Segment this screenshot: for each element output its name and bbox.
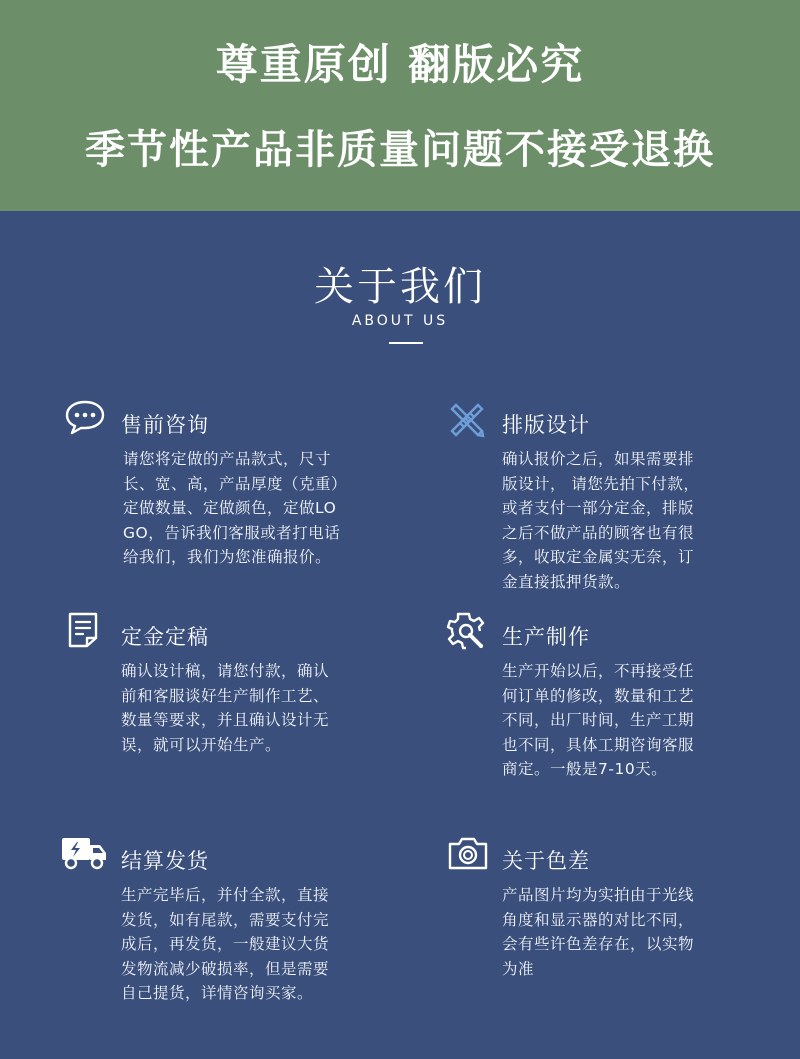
banner-return-policy: 季节性产品非质量问题不接受退换 <box>85 127 715 173</box>
text-line: 自己提货，详情咨询买家。 <box>121 984 314 1002</box>
block-text <box>123 447 383 570</box>
text-line: 何订单的修改，数量和工艺 <box>502 686 695 705</box>
title-divider <box>389 342 423 344</box>
block-title: 售前咨询 <box>121 413 209 437</box>
text-line: 前和客服谈好生产制作工艺、 <box>121 686 330 705</box>
text-line: 给我们，我们为您准确报价。 <box>123 548 332 566</box>
section-title: 关于我们 <box>314 264 486 310</box>
text-line: 角度和显示器的对比不同， <box>502 910 695 929</box>
text-line: 发货，如有尾款，需要支付完 <box>121 910 330 929</box>
text-line: 之后不做产品的顾客也有很 <box>502 523 695 542</box>
about-us-section <box>0 211 800 1059</box>
text-line: 长、宽、高，产品厚度（克重） <box>123 474 348 493</box>
text-line: 版设计， 请您先拍下付款， <box>502 474 700 493</box>
text-line: 成后，再发货，一般建议大货 <box>121 935 330 953</box>
text-line: 会有些许色差存在，以实物 <box>502 935 695 953</box>
section-subtitle: ABOUT US <box>351 313 449 329</box>
delivery-truck-icon <box>60 835 108 871</box>
block-text <box>121 883 381 1006</box>
text-line: 定做数量、定做颜色，定做LO <box>123 499 337 517</box>
text-line: 金直接抵押货款。 <box>502 572 631 591</box>
text-line: 数量等要求，并且确认设计无 <box>121 711 330 729</box>
block-text <box>502 659 747 782</box>
text-line: 确认设计稿，请您付款，确认 <box>121 662 330 680</box>
top-banner <box>0 0 800 211</box>
camera-icon <box>447 835 489 871</box>
text-line: 误，就可以开始生产。 <box>121 735 282 754</box>
block-title: 关于色差 <box>502 849 590 873</box>
text-line: 请您将定做的产品款式，尺寸 <box>123 450 332 468</box>
text-line: 也不同，具体工期咨询客服 <box>502 735 695 754</box>
block-title: 排版设计 <box>502 413 590 437</box>
text-line: 多，收取定金属实无奈，订 <box>502 548 695 566</box>
chat-bubble-icon <box>64 399 106 439</box>
block-title: 结算发货 <box>121 849 209 873</box>
text-line: 为准 <box>502 959 535 978</box>
text-line: 商定。一般是7-10天。 <box>502 760 668 778</box>
text-line: 生产完毕后，并付全款，直接 <box>121 886 330 904</box>
text-line: 或者支付一部分定金，排版 <box>502 499 695 517</box>
pencil-ruler-icon <box>448 401 486 439</box>
text-line: 生产开始以后，不再接受任 <box>502 662 695 680</box>
block-title: 定金定稿 <box>121 625 209 649</box>
text-line: 产品图片均为实拍由于光线 <box>502 886 695 904</box>
text-line: GO，告诉我们客服或者打电话 <box>123 523 341 542</box>
text-line: 不同，出厂时间，生产工期 <box>502 711 695 729</box>
block-text <box>502 883 747 981</box>
block-title: 生产制作 <box>502 625 590 649</box>
banner-copyright-notice: 尊重原创 翻版必究 <box>215 40 585 89</box>
block-text <box>502 447 747 594</box>
block-text <box>121 659 381 757</box>
gear-wrench-icon <box>446 611 486 651</box>
text-line: 确认报价之后，如果需要排 <box>502 450 695 468</box>
text-line: 发物流减少破损率，但是需要 <box>121 959 330 978</box>
document-icon <box>66 611 100 649</box>
